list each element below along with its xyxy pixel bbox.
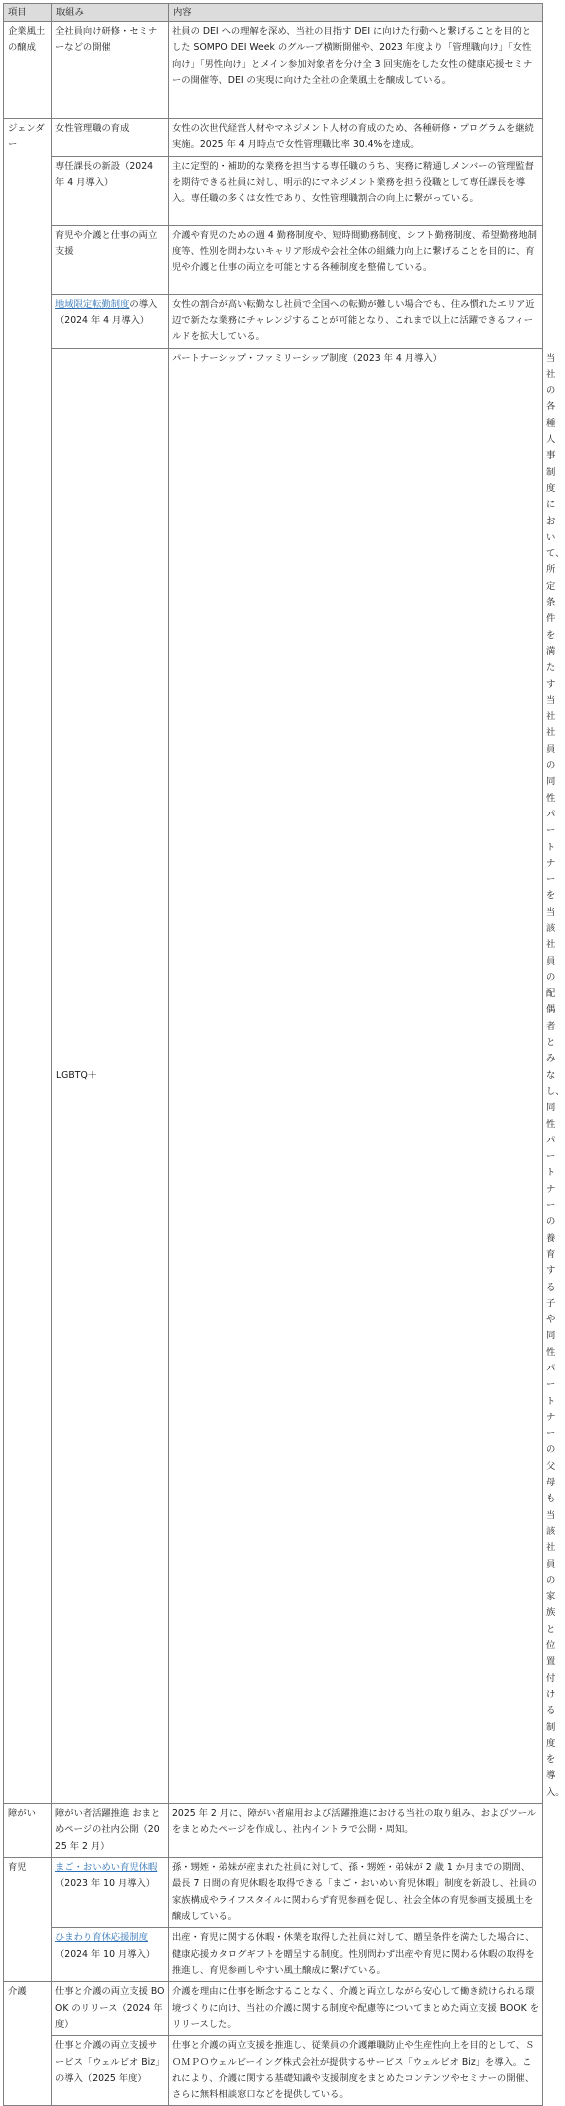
initiative-cell [52,294,169,348]
content-cell: 仕事と介護の両立支援を推進し、従業員の介護離職防止や生産性向上を目的として、ＳＯＭＰＯウェルビーイング株式会社が提供するサービス「ウェルビオ Biz」を導入。これにより、介護に関する基礎知識や支援制度をまとめたコンテンツやセミナーの開催、さらに無料相談窓口などを提供している。 [169,2036,543,2106]
initiative-title-rest: （2024 年 10 月導入） [55,1948,156,1960]
dei-initiatives-table-wrapper [3,3,565,2106]
himawari-leave-link[interactable]: ひまわり育休応援制度 [55,1932,148,1944]
content-cell: 2025 年 2 月に、障がい者雇用および活躍推進における当社の取り組み、およびツールをまとめたページを作成し、社内イントラで公開・周知。 [169,1804,543,1858]
content-cell: 主に定型的・補助的な業務を担当する専任職のうち、実務に精通しメンバーの管理監督を期待できる社員に対し、明示的にマネジメント業務を担う役職として専任課長を導入。専任職の多くは女性であり、女性管理職割合の向上に繋がっている。 [169,156,543,225]
initiative-cell [52,1928,169,1982]
table-row [4,156,543,225]
header-initiative: 取組み [52,4,169,22]
category-cell: 育児 [4,1858,52,1982]
category-cell: 介護 [4,1982,52,2106]
grandchild-leave-link[interactable]: まご・おいめい育児休暇 [55,1862,158,1874]
content-cell: 介護や育児のための週 4 勤務制度や、短時間勤務制度、シフト勤務制度、希望勤務地制度等、性別を問わないキャリア形成や会社全体の組織力向上に繋げることを目的に、育児や介護と仕事の両立を可能とする各種制度を整備している。 [169,225,543,294]
content-cell: 介護を理由に仕事を断念することなく、介護と両立しながら安心して働き続けられる環境づくりに向け、当社の介護に関する制度や配慮等についてまとめた両立支援 BOOK をリリースした。 [169,1982,543,2036]
initiative-title-rest: の導入（2024 年 4 月導入） [55,298,158,326]
category-cell: ジェンダー [4,119,52,1804]
table-row [4,2036,543,2106]
initiative-cell: 仕事と介護の両立支援 BOOK のリリース（2024 年度） [52,1982,169,2036]
category-cell: 企業風土の醸成 [4,22,52,119]
initiative-cell [52,1858,169,1928]
table-row [4,294,543,348]
header-content: 内容 [169,4,543,22]
table-row [4,22,543,119]
table-row: LGBTQ＋ パートナーシップ・ファミリーシップ制度（2023 年 4 月導入） 当社の各種人事制度において、所定条件を満たす当社社員の同性パートナーを当該社員の配偶者とみなし、同性パートナーの養育する子や同性パートナーの父母も当該社員の家族と位置付ける制度を導入。 [4,348,543,1803]
table-row [4,1928,543,1982]
initiative-cell: 障がい者活躍推進 おまとめページの社内公開（2025 年 2 月） [52,1804,169,1858]
regional-transfer-link[interactable]: 地域限定転勤制度 [55,298,130,310]
initiative-cell: 育児や介護と仕事の両立支援 [52,225,169,294]
category-cell: LGBTQ＋ [52,348,169,1803]
content-cell: 女性の次世代経営人材やマネジメント人材の育成のため、各種研修・プログラムを継続実施。2025 年 4 月時点で女性管理職比率 30.4%を達成。 [169,119,543,157]
table-row [4,1858,543,1928]
table-row [4,1982,543,2036]
dei-initiatives-table [3,3,565,2106]
header-category: 項目 [4,4,52,22]
initiative-cell: 仕事と介護の両立支援サービス「ウェルビオ Biz」の導入（2025 年度） [52,2036,169,2106]
table-row [4,1804,543,1858]
content-cell: 社員の DEI への理解を深め、当社の目指す DEI に向けた行動へと繋げることを目的とした SOMPO DEI Week のグループ横断開催や、2023 年度より「管理職向け」「女性向け」「男性向け」とメイン参加対象者を分け全 3 回実施をした女性の健康応援セミナーの開催等、DEI の実現に向けた全社の企業風土を醸成している。 [169,22,543,119]
content-cell: 出産・育児に関する休暇・休業を取得した社員に対して、贈呈条件を満たした場合に、健康応援カタログギフトを贈呈する制度。性別問わず出産や育児に関わる休暇の取得を推進し、育児参画しやすい風土醸成に繋げている。 [169,1928,543,1982]
initiative-cell: 全社員向け研修・セミナーなどの開催 [52,22,169,119]
content-cell: 孫・甥姪・弟妹が産まれた社員に対して、孫・甥姪・弟妹が 2 歳 1 か月までの期間、最長 7 日間の育児休暇を取得できる「まご・おいめい育児休暇」制度を新設し、社員の家族構成やライフスタイルに関わらず育児参画を促し、社会全体の育児参画支援風土を醸成している。 [169,1858,543,1928]
initiative-cell: 女性管理職の育成 [52,119,169,157]
initiative-cell: パートナーシップ・ファミリーシップ制度（2023 年 4 月導入） [169,348,543,1803]
content-cell: 女性の割合が高い転勤なし社員で全国への転勤が難しい場合でも、住み慣れたエリア近辺で新たな業務にチャレンジすることが可能となり、これまで以上に活躍できるフィールドを拡大している。 [169,294,543,348]
table-row [4,119,543,157]
initiative-cell: 専任課長の新設（2024 年 4 月導入） [52,156,169,225]
table-row [4,225,543,294]
initiative-title-rest: （2023 年 10 月導入） [55,1878,156,1890]
header-row [4,4,543,22]
category-cell: 障がい [4,1804,52,1858]
